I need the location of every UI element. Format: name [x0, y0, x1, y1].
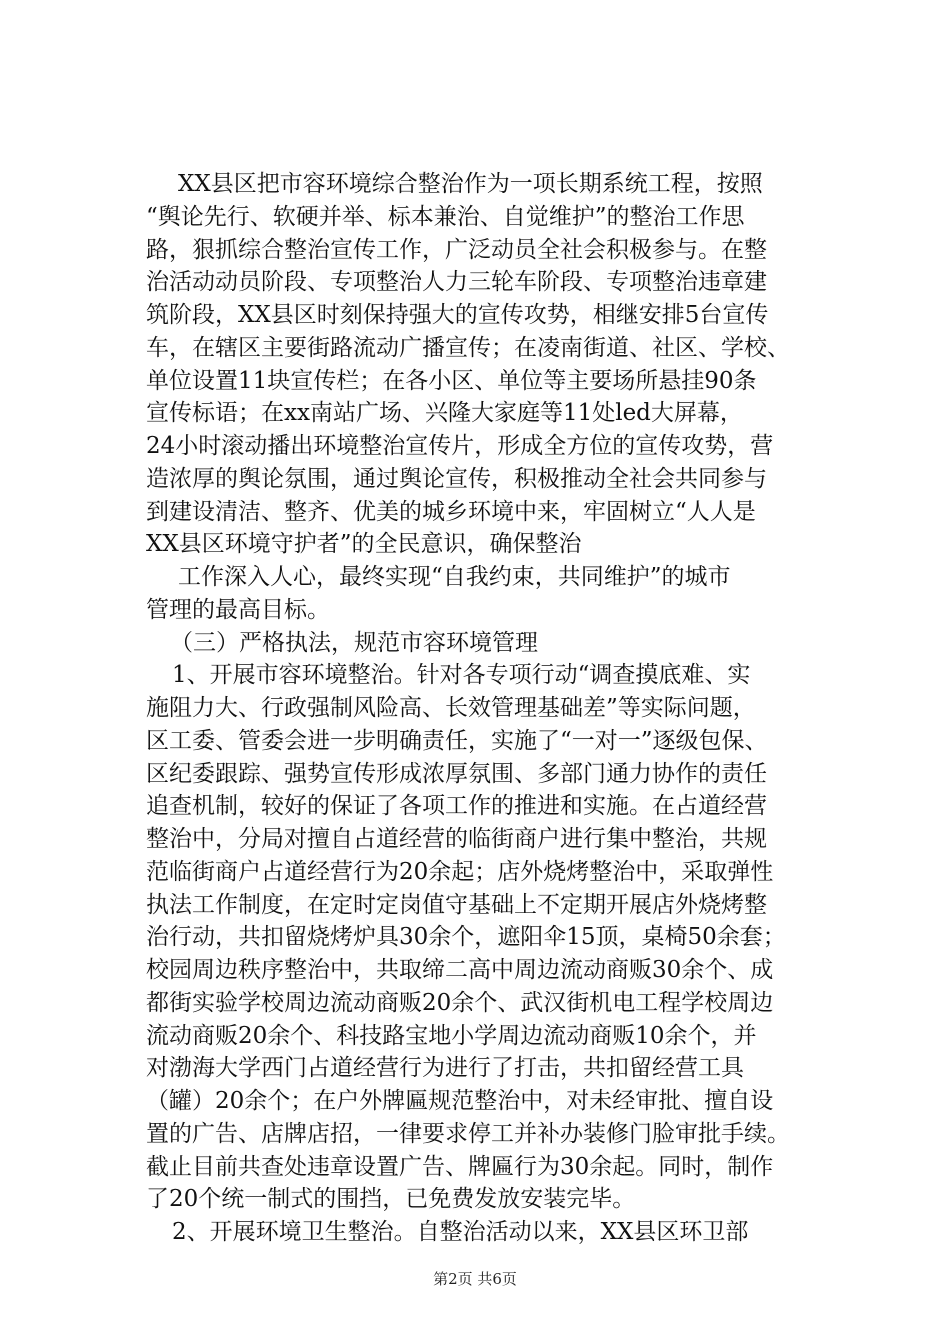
paragraph-line: 宣传标语；在xx南站广场、兴隆大家庭等11处led大屏幕， [146, 400, 743, 427]
paragraph-line: 管理的最高目标。 [146, 596, 330, 623]
paragraph-line: 2、开展环境卫生整治。自整治活动以来，XX县区环卫部 [172, 1219, 749, 1245]
paragraph-line: 整治中，分局对擅自占道经营的临街商户进行集中整治，共规 [146, 826, 767, 852]
paragraph-line: 路，狠抓综合整治宣传工作，广泛动员全社会积极参与。在整 [146, 236, 767, 263]
paragraph-line: 车，在辖区主要街路流动广播宣传；在凌南街道、社区、学校、 [146, 334, 790, 361]
paragraph-line: 截止目前共查处违章设置广告、牌匾行为30余起。同时，制作 [146, 1153, 774, 1180]
paragraph-line: 24小时滚动播出环境整治宣传片，形成全方位的宣传攻势，营 [146, 433, 774, 459]
paragraph-line: 置的广告、店牌店招，一律要求停工并补办装修门脸审批手续。 [146, 1120, 790, 1147]
paragraph-line: XX县区把市容环境综合整治作为一项长期系统工程，按照 [178, 171, 763, 197]
paragraph-line: （罐）20余个；在户外牌匾规范整治中，对未经审批、擅自设 [146, 1088, 774, 1114]
paragraph-line: “舆论先行、软硬并举、标本兼治、自觉维护”的整治工作思 [146, 203, 745, 230]
paragraph-line: 筑阶段，XX县区时刻保持强大的宣传攻势，相继安排5台宣传 [146, 302, 769, 328]
paragraph-line: 对渤海大学西门占道经营行为进行了打击，共扣留经营工具 [146, 1055, 744, 1082]
paragraph-line: 了20个统一制式的围挡，已免费发放安装完毕。 [146, 1186, 636, 1213]
page-number-footer: 第2页 共6页 [433, 1270, 517, 1288]
document-body [146, 168, 862, 1249]
paragraph-line: 区纪委跟踪、强势宣传形成浓厚氛围、多部门通力协作的责任 [146, 760, 767, 787]
paragraph-line: 执法工作制度，在定时定岗值守基础上不定期开展店外烧烤整 [146, 891, 767, 918]
paragraph-line: 1、开展市容环境整治。针对各专项行动“调查摸底难、实 [172, 662, 751, 689]
paragraph-line: 造浓厚的舆论氛围，通过舆论宣传，积极推动全社会共同参与 [146, 465, 767, 492]
paragraph-line: 范临街商户占道经营行为20余起；店外烧烤整治中，采取弹性 [146, 858, 774, 885]
paragraph-line: 工作深入人心，最终实现“自我约束，共同维护”的城市 [178, 564, 731, 590]
paragraph-line: 流动商贩20余个、科技路宝地小学周边流动商贩10余个，并 [146, 1022, 757, 1049]
paragraph-line: 校园周边秩序整治中，共取缔二高中周边流动商贩30余个、成 [146, 957, 774, 983]
paragraph-line: 追查机制，较好的保证了各项工作的推进和实施。在占道经营 [146, 793, 767, 820]
paragraph-line: 都街实验学校周边流动商贩20余个、武汉街机电工程学校周边 [146, 989, 774, 1016]
paragraph-line: 施阻力大、行政强制风险高、长效管理基础差”等实际问题， [146, 695, 756, 721]
paragraph-line: 区工委、管委会进一步明确责任，实施了“一对一”逐级包保、 [146, 727, 768, 754]
paragraph-line: 治活动动员阶段、专项整治人力三轮车阶段、专项整治违章建 [146, 269, 767, 296]
paragraph-line: 到建设清洁、整齐、优美的城乡环境中来，牢固树立“人人是 [146, 498, 756, 525]
paragraph-line: XX县区环境守护者”的全民意识，确保整治 [146, 531, 582, 558]
section-heading: （三）严格执法，规范市容环境管理 [170, 629, 538, 656]
paragraph-line: 单位设置11块宣传栏；在各小区、单位等主要场所悬挂90条 [146, 367, 757, 394]
paragraph-line: 治行动，共扣留烧烤炉具30余个，遮阳伞15顶，桌椅50余套； [146, 924, 786, 951]
